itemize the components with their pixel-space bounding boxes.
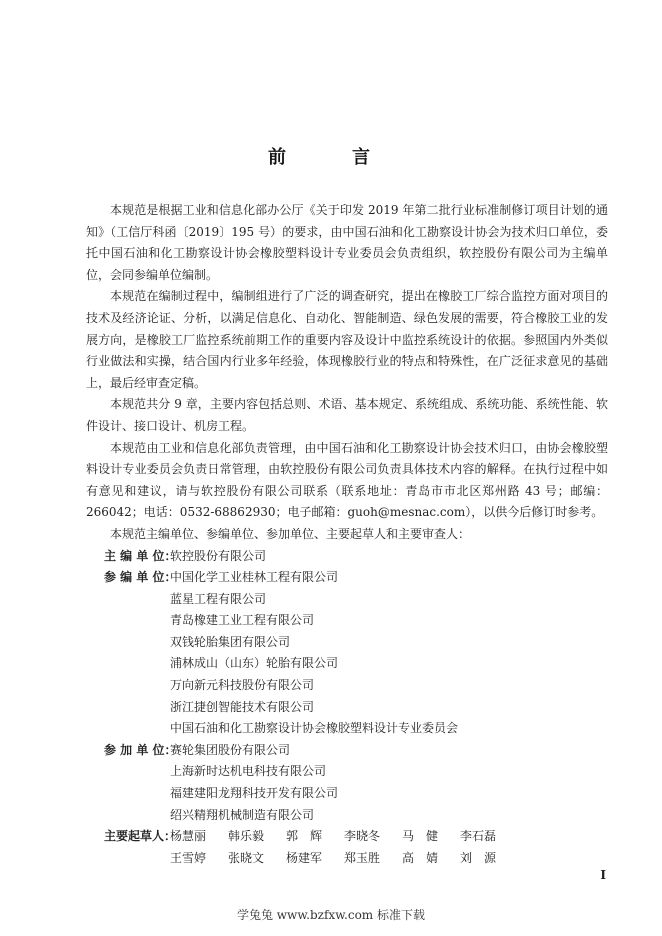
page-number: I: [600, 868, 606, 882]
participating-editor-org: 中国化学工业桂林工程有限公司: [170, 570, 339, 585]
participant-row: [86, 805, 608, 827]
page-title: 前 言: [268, 147, 394, 168]
participant-row: [86, 740, 608, 762]
participant-org: 赛轮集团股份有限公司: [170, 742, 291, 757]
participant-org: 福建建阳龙翔科技开发有限公司: [170, 786, 339, 801]
participant-org: 上海新时达机电科技有限公司: [170, 764, 327, 779]
role-spacer: [86, 632, 170, 654]
drafter-name: 王雪婷: [170, 850, 207, 865]
role-spacer: [86, 610, 170, 632]
participating-editor-row: [86, 675, 608, 697]
participating-editor-org: 浙江捷创智能技术有限公司: [170, 699, 315, 714]
drafter-name: 李晓冬: [344, 829, 381, 844]
participating-editors-label: 参 编 单 位：: [104, 570, 177, 585]
drafter-name: 马 健: [402, 829, 439, 844]
participating-editor-row: [86, 697, 608, 719]
drafter-names-2: [170, 848, 608, 870]
participating-editor-row: [86, 589, 608, 611]
chief-editor-org: 软控股份有限公司: [170, 548, 267, 563]
drafter-name: 韩乐毅: [228, 829, 265, 844]
paragraph-4: 本规范由工业和信息化部负责管理，由中国石油和化工勘察设计协会技术归口，由协会橡胶塑料设计专业委员会负责日常管理，由软控股份有限公司负责具体技术内容的解释。在执行过程中如有意见和建议，请与软控股份有限公司联系（联系地址：青岛市市北区郑州路 43 号；邮编：266042；电话：0532-68862930；电子邮箱：guoh@mesnac.com），以供今后修订时参考。: [86, 440, 608, 520]
participating-editor-org: 万向新元科技股份有限公司: [170, 678, 315, 693]
participating-editor-row: [86, 567, 608, 589]
participating-editor-row: [86, 653, 608, 675]
chief-editor-label: 主 编 单 位：: [104, 548, 177, 563]
role-spacer: [86, 783, 170, 805]
paragraph-3: 本规范共分 9 章，主要内容包括总则、术语、基本规定、系统组成、系统功能、系统性能、软件设计、接口设计、机房工程。: [86, 397, 608, 433]
participants-label: 参 加 单 位：: [104, 742, 177, 757]
footer-watermark-text: 学兔兔 www.bzfxw.com 标准下载: [236, 908, 426, 922]
role-spacer: [86, 718, 170, 740]
participating-editor-row: [86, 718, 608, 740]
drafter-name: 李石磊: [460, 829, 497, 844]
drafter-name: 刘 源: [460, 850, 497, 865]
participant-org: 绍兴精翔机械制造有限公司: [170, 807, 315, 822]
role-spacer: [86, 697, 170, 719]
drafter-name: 郑玉胜: [344, 850, 381, 865]
participating-editor-org: 浦林成山（山东）轮胎有限公司: [170, 656, 339, 671]
drafter-name: 杨慧丽: [170, 829, 207, 844]
role-spacer: [86, 848, 170, 870]
drafter-name: 张晓文: [228, 850, 265, 865]
drafter-name: 杨建军: [286, 850, 323, 865]
paragraph-1: 本规范是根据工业和信息化部办公厅《关于印发 2019 年第二批行业标准制修订项目计划的通知》（工信厅科函〔2019〕195 号）的要求，由中国石油和化工勘察设计协会为技术归口单位，委托中国石油和化工勘察设计协会橡胶塑料设计专业委员会负责组织，软控股份有限公司为主编单位，会同参编单位编制。: [86, 203, 608, 282]
role-spacer: [86, 761, 170, 783]
participating-editor-row: [86, 632, 608, 654]
chief-editor-row: [86, 546, 608, 568]
role-spacer: [86, 589, 170, 611]
role-spacer: [86, 675, 170, 697]
units-intro: 本规范主编单位、参编单位、参加单位、主要起草人和主要审查人：: [110, 526, 471, 541]
participant-row: [86, 783, 608, 805]
drafters-row-2: [86, 848, 608, 870]
participating-editor-org: 青岛橡建工业工程有限公司: [170, 613, 315, 628]
role-spacer: [86, 653, 170, 675]
participating-editor-org: 双钱轮胎集团有限公司: [170, 634, 291, 649]
drafters-row-1: [86, 826, 608, 848]
role-spacer: [86, 805, 170, 827]
drafter-names-1: [170, 826, 608, 848]
drafter-name: 郭 辉: [286, 829, 323, 844]
paragraph-2: 本规范在编制过程中，编制组进行了广泛的调查研究，提出在橡胶工厂综合监控方面对项目的技术及经济论证、分析，以满足信息化、自动化、智能制造、绿色发展的需要，符合橡胶工业的发展方向，是橡胶工厂监控系统前期工作的重要内容及设计中监控系统设计的依据。参照国内外类似行业做法和实操，结合国内行业多年经验，体现橡胶行业的特点和特殊性，在广泛征求意见的基础上，最后经审查定稿。: [86, 289, 608, 390]
participating-editor-row: [86, 610, 608, 632]
drafter-name: 高 婧: [402, 850, 439, 865]
participant-row: [86, 761, 608, 783]
participating-editor-org: 蓝星工程有限公司: [170, 591, 267, 606]
participating-editor-org: 中国石油和化工勘察设计协会橡胶塑料设计专业委员会: [170, 721, 459, 736]
preface-body: [86, 200, 608, 869]
drafters-label: 主要起草人：: [104, 829, 177, 844]
